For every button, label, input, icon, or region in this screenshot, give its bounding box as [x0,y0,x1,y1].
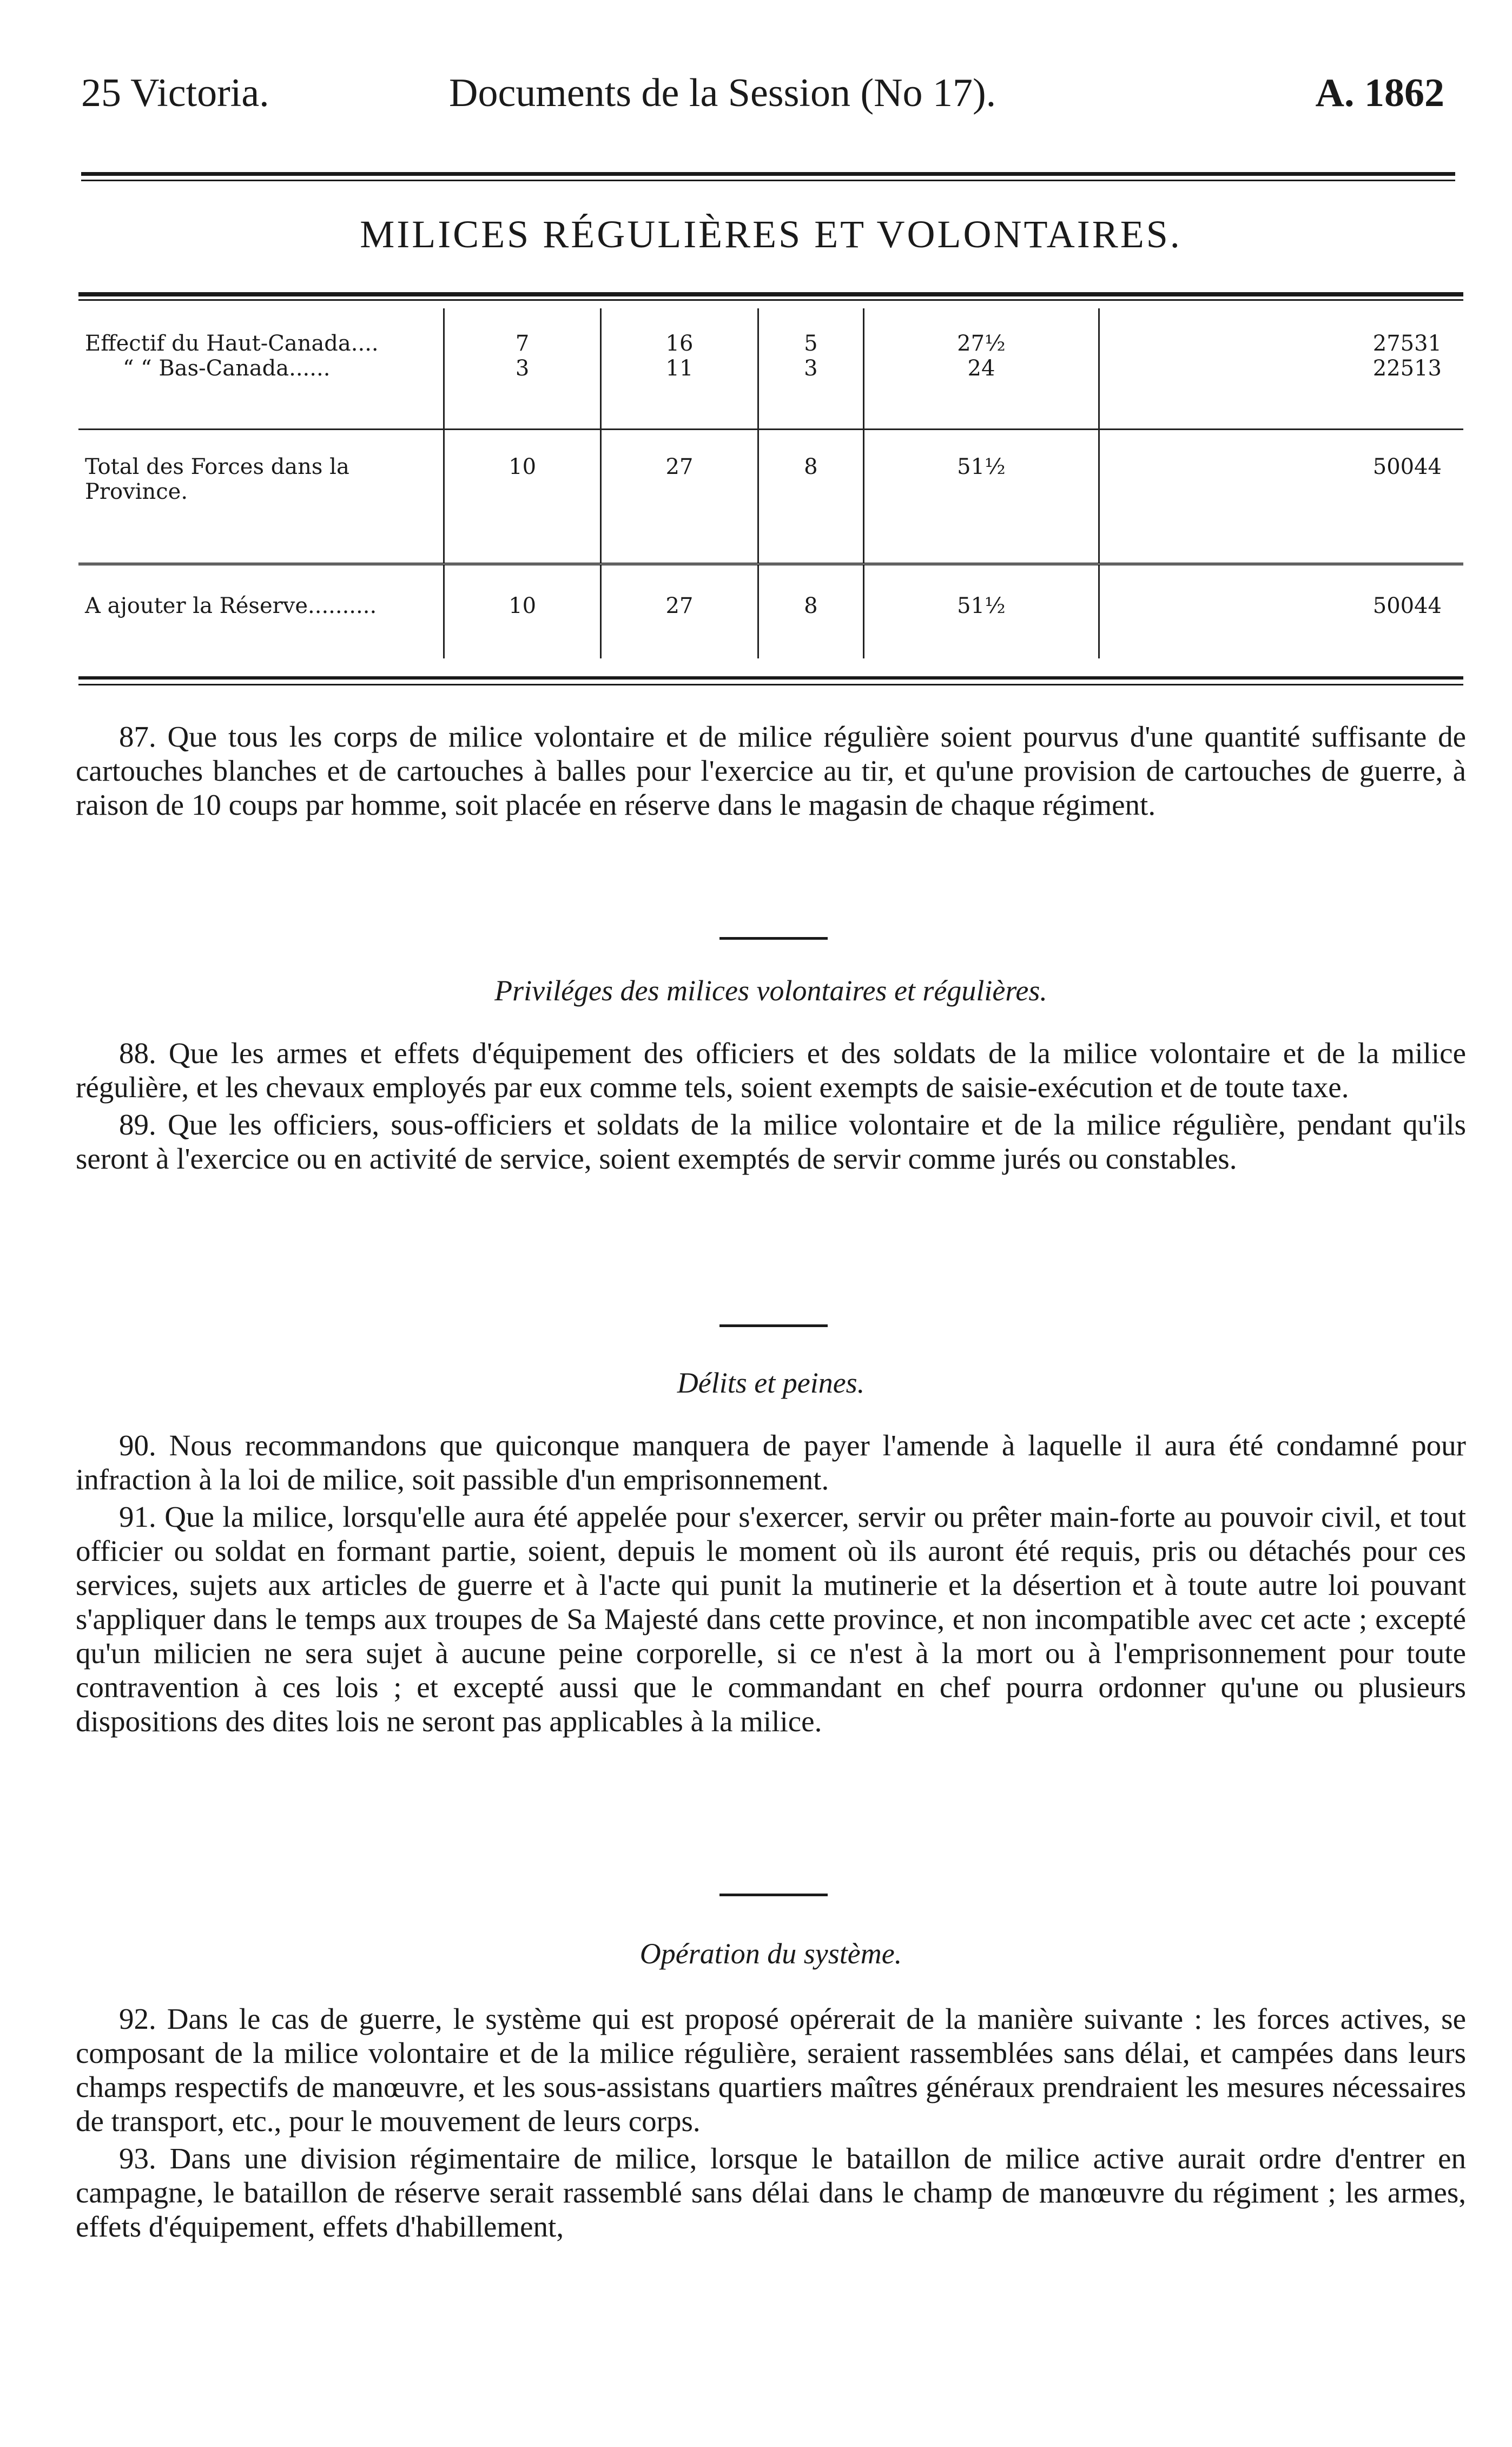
paragraph-88-89-block [76,1036,1466,1179]
table-cell: 8 [758,430,863,564]
table-top-rule-thin [78,299,1463,301]
paragraph-87: 87. Que tous les corps de milice volontaire et de milice régulière soient pourvus d'une quantité suffisante de cartouches blanches et de cartouches à balles pour l'exercice au tir, et qu'une provision de cartouches de guerre, à raison de 10 coups par homme, soit placée en réserve dans le magasin de chaque régiment. [76,720,1466,821]
table-bottom-rule-thin [78,684,1463,685]
row-label: Total des Forces dans la Province. [78,430,444,564]
row-label [78,308,444,430]
table-row [78,430,1463,564]
table-cell: 16 11 [601,308,758,430]
table-cell: 5 3 [758,308,863,430]
table-bottom-rule [78,676,1463,680]
row-label: A ajouter la Réserve.......... [85,593,377,618]
header-volume: 25 Victoria. [81,71,269,115]
section-divider [719,1324,828,1327]
milice-table [78,308,1463,658]
heading-privileges: Priviléges des milices volontaires et régulières. [494,974,1047,1007]
paragraph-87-block [76,720,1466,825]
row-label-upper: Effectif du Haut-Canada.... [85,331,379,356]
table-cell: 27 [601,430,758,564]
table-cell: 27 [601,564,758,659]
table-cell: 27531 22513 [1099,308,1463,430]
paragraph-92-93-block [76,2002,1466,2247]
paragraph-88: 88. Que les armes et effets d'équipement des officiers et des soldats de la milice volontaire et de la milice régulière, et les chevaux employés par eux comme tels, soient exempts de saisie-exécution et de toute taxe. [76,1037,1466,1104]
section-title: MILICES RÉGULIÈRES ET VOLONTAIRES. [360,213,1182,256]
table-cell: 7 3 [444,308,601,430]
section-divider [719,937,828,940]
header-title: Documents de la Session (No 17). [449,71,996,115]
table-cell: 27½ 24 [864,308,1099,430]
table-cell: 51½ [864,430,1099,564]
table-row [78,564,1463,659]
paragraph-93: 93. Dans une division régimentaire de milice, lorsque le bataillon de milice active aurait ordre d'entrer en campagne, le bataillon de réserve serait rassemblé sans délai dans le champ de manœuvre du régiment ; les armes, effets d'équipement, effets d'habillement, [76,2142,1466,2243]
table-row [78,308,1463,430]
paragraph-90: 90. Nous recommandons que quiconque manquera de payer l'amende à laquelle il aura été condamné pour infraction à la loi de milice, soit passible d'un emprisonnement. [76,1429,1466,1496]
header-year: A. 1862 [1315,71,1444,115]
table-cell: 50044 [1099,564,1463,659]
heading-delits: Délits et peines. [677,1367,865,1399]
page-header [81,70,1444,119]
header-rule-thin [81,180,1455,181]
table-cell: 10 [444,430,601,564]
table-cell: 50044 [1099,430,1463,564]
paragraph-91: 91. Que la milice, lorsqu'elle aura été appelée pour s'exercer, servir ou prêter main-forte au pouvoir civil, et tout officier ou soldat en formant partie, soient, depuis le moment où ils auront été requis, pris ou détachés pour ces services, sujets aux articles de guerre et à l'acte qui punit la mutinerie et la désertion et à toute autre loi pouvant s'appliquer dans le temps aux troupes de Sa Majesté dans cette province, et non incompatible avec cet acte ; excepté qu'un milicien ne sera sujet à aucune peine corporelle, si ce n'est à la mort ou à l'emprisonnement pour toute contravention à ces lois ; et excepté aussi que le commandant en chef pourra ordonner qu'une ou plusieurs dispositions des dites lois ne seront pas applicables à la milice. [76,1500,1466,1738]
heading-operation: Opération du système. [639,1937,902,1970]
paragraph-92: 92. Dans le cas de guerre, le système qui est proposé opérerait de la manière suivante : les forces actives, se composant de la milice volontaire et de la milice régulière, seraient rassemblées sans délai, et campées dans leurs champs respectifs de manœuvre, et les sous-assistans quartiers maîtres généraux prendraient les mesures nécessaires de transport, etc., pour le mouvement de leurs corps. [76,2002,1466,2138]
table-cell: 8 [758,564,863,659]
paragraph-90-91-block [76,1428,1466,1742]
header-rule [81,172,1455,176]
table-cell: 10 [444,564,601,659]
table-top-rule [78,292,1463,296]
row-label-lower: “ “ Bas-Canada...... [123,356,331,381]
table-cell: 51½ [864,564,1099,659]
paragraph-89: 89. Que les officiers, sous-officiers et soldats de la milice volontaire et de la milice régulière, pendant qu'ils seront à l'exercice ou en activité de service, soient exemptés de servir comme jurés ou constables. [76,1108,1466,1175]
section-divider [719,1894,828,1896]
